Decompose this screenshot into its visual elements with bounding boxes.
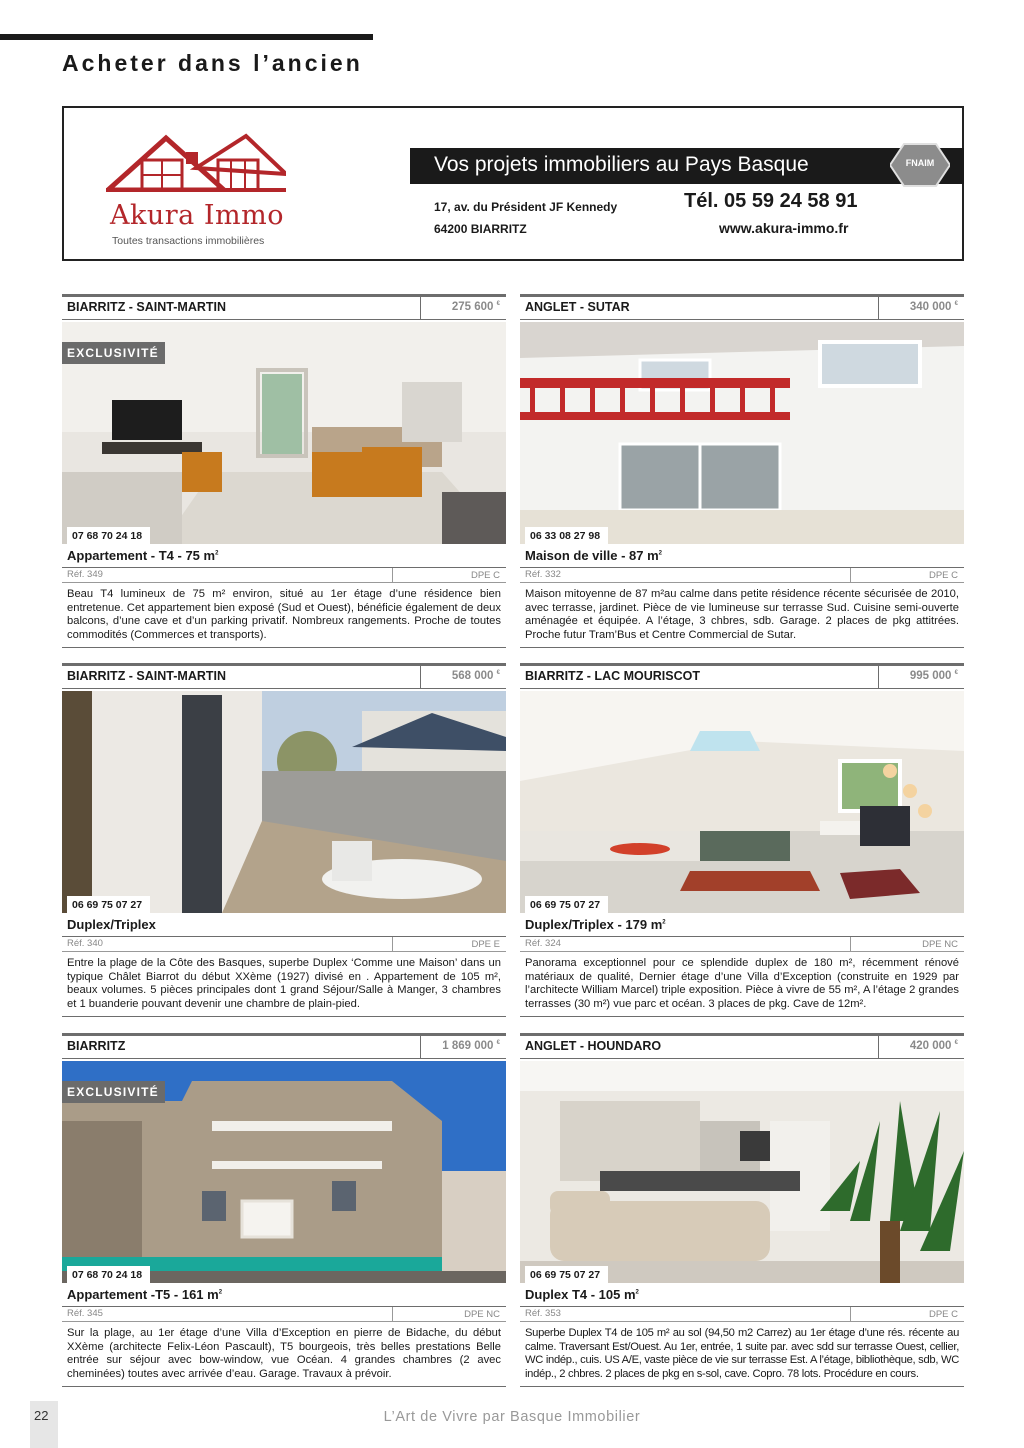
listing-contact: 06 69 75 07 27 bbox=[525, 896, 608, 913]
listing-ref: Réf. 353 bbox=[525, 1308, 561, 1319]
house-logo-icon bbox=[106, 130, 286, 192]
listing-bottom-rule bbox=[62, 647, 506, 648]
listing-dpe: DPE NC bbox=[850, 937, 964, 951]
listing-card[interactable] bbox=[62, 294, 506, 648]
exclusivity-badge: EXCLUSIVITÉ bbox=[62, 1081, 165, 1103]
listing-photo[interactable] bbox=[520, 1061, 964, 1283]
listing-dpe: DPE C bbox=[392, 568, 506, 582]
listing-ref-row bbox=[520, 937, 964, 952]
listing-contact: 06 33 08 27 98 bbox=[525, 527, 608, 544]
listing-description: Maison mitoyenne de 87 m²au calme dans petite résidence récente sécurisée de 2010, avec terrasse, jardinet. Pièce de vie lumineuse sur terrasse Sud. Cuisine semi-ouverte aménagée et équipée. A l’étage, 3 chbres, sdb. Garage. 2 places de pkg attitrées. Proche futur Tram’Bus et Centre Commercial de Sutar. bbox=[525, 588, 959, 642]
listing-location: ANGLET - SUTAR bbox=[525, 300, 630, 314]
listing-card[interactable] bbox=[520, 663, 964, 1017]
listing-ref: Réf. 340 bbox=[67, 938, 103, 949]
listing-price: 275 600 € bbox=[420, 297, 506, 319]
section-title: Acheter dans l’ancien bbox=[62, 50, 363, 76]
address-line-2: 64200 BIARRITZ bbox=[434, 222, 527, 236]
listing-contact: 07 68 70 24 18 bbox=[67, 527, 150, 544]
listing-card[interactable] bbox=[520, 1033, 964, 1387]
listing-description: Sur la plage, au 1er étage d’une Villa d’Exception en pierre de Bidache, du début XXème (architecte Felix-Léon Pascault), T5 bourgeois, très belles prestations Belle entrée sur séjour avec bow-window, vue Océan. 4 grandes chambres (2 avec cheminées) toutes avec arrivée d’eau. Garage. Travaux à prévoir. bbox=[67, 1327, 501, 1381]
listing-photo[interactable] bbox=[62, 1061, 506, 1283]
agency-name: Akura Immo bbox=[110, 200, 284, 231]
listing-dpe: DPE C bbox=[850, 568, 964, 582]
listing-photo[interactable] bbox=[62, 691, 506, 913]
listing-title: Duplex/Triplex - 179 $m^2$ bbox=[520, 917, 964, 937]
listing-location: BIARRITZ bbox=[67, 1039, 126, 1053]
listing-ref-row bbox=[520, 568, 964, 583]
listing-description: Panorama exceptionnel pour ce splendide duplex de 180 m², récemment rénové matériaux de qualité, Dernier étage d’une Villa d’Exception (construite en 1929 par l’architecte William Marcel) triple exposition. Pièce à vivre de 55 m², A l’étage 2 grandes terrasses (30 m²) vue parc et océan. 3 places de pkg. Cave de 12m². bbox=[525, 957, 959, 1011]
listing-bottom-rule bbox=[62, 1386, 506, 1387]
listing-header bbox=[62, 663, 506, 689]
listing-bottom-rule bbox=[520, 1386, 964, 1387]
listing-photo[interactable] bbox=[62, 322, 506, 544]
listing-ref-row bbox=[62, 1307, 506, 1322]
listing-price: 568 000 € bbox=[420, 666, 506, 688]
listing-contact: 06 69 75 07 27 bbox=[525, 1266, 608, 1283]
listing-ref: Réf. 349 bbox=[67, 569, 103, 580]
listing-location: BIARRITZ - SAINT-MARTIN bbox=[67, 669, 227, 683]
page-number: 22 bbox=[34, 1408, 49, 1423]
listing-price: 995 000 € bbox=[878, 666, 964, 688]
footer-text: L’Art de Vivre par Basque Immobilier bbox=[383, 1409, 641, 1425]
listing-title: Appartement -T5 - 161 $m^2$ bbox=[62, 1287, 506, 1307]
agency-address bbox=[434, 196, 617, 240]
listing-ref-row bbox=[62, 568, 506, 583]
listing-dpe: DPE NC bbox=[392, 1307, 506, 1321]
listing-location: BIARRITZ - SAINT-MARTIN bbox=[67, 300, 227, 314]
listing-card[interactable] bbox=[62, 663, 506, 1017]
listing-description: Superbe Duplex T4 de 105 m² au sol (94,50 m2 Carrez) au 1er étage d’une rés. récente au calme. Traversant Est/Ouest. Au 1er, entrée, 1 suite par. avec sdd sur terrasse Ouest, cellier, WC indép., cuis. US A/E, vaste pièce de vie sur terrasse Est. A l’étage, bibliothèque, sdb, WC indép., 2 chbres. 2 places de pkg en s-sol, cave. Copro. 78 lots. Procédure en cours. bbox=[525, 1327, 959, 1381]
listing-bottom-rule bbox=[62, 1016, 506, 1017]
address-line-1: 17, av. du Président JF Kennedy bbox=[434, 200, 618, 214]
listing-contact: 07 68 70 24 18 bbox=[67, 1266, 150, 1283]
listing-header bbox=[520, 663, 964, 689]
agency-logo bbox=[100, 130, 290, 248]
listing-header bbox=[520, 1033, 964, 1059]
terrace-photo bbox=[62, 691, 506, 913]
listing-location: ANGLET - HOUNDARO bbox=[525, 1039, 662, 1053]
agency-website[interactable]: www.akura-immo.fr bbox=[719, 220, 849, 236]
listing-header bbox=[62, 1033, 506, 1059]
agency-phone: Tél. 05 59 24 58 91 bbox=[684, 190, 858, 212]
listing-ref-row bbox=[62, 937, 506, 952]
townhouse-photo bbox=[520, 322, 964, 544]
listing-ref: Réf. 345 bbox=[67, 1308, 103, 1319]
agency-slogan: Vos projets immobiliers au Pays Basque bbox=[434, 153, 809, 176]
listing-ref: Réf. 332 bbox=[525, 569, 561, 580]
listing-card[interactable] bbox=[62, 1033, 506, 1387]
listing-price: 340 000 € bbox=[878, 297, 964, 319]
listing-title: Duplex T4 - 105 $m^2$ bbox=[520, 1287, 964, 1307]
listing-ref: Réf. 324 bbox=[525, 938, 561, 949]
top-rule bbox=[0, 34, 373, 40]
agency-banner bbox=[62, 106, 964, 261]
listing-contact: 06 69 75 07 27 bbox=[67, 896, 150, 913]
listing-photo[interactable] bbox=[520, 691, 964, 913]
listing-dpe: DPE C bbox=[850, 1307, 964, 1321]
fnaim-badge bbox=[890, 142, 950, 188]
listing-card[interactable] bbox=[520, 294, 964, 648]
listing-price: 420 000 € bbox=[878, 1036, 964, 1058]
listing-ref-row bbox=[520, 1307, 964, 1322]
listing-title: Duplex/Triplex bbox=[62, 917, 506, 937]
listing-location: BIARRITZ - LAC MOURISCOT bbox=[525, 669, 700, 683]
listing-dpe: DPE E bbox=[392, 937, 506, 951]
listing-price: 1 869 000 € bbox=[420, 1036, 506, 1058]
fnaim-label: FNAIM bbox=[905, 158, 935, 168]
listing-header bbox=[62, 294, 506, 320]
agency-tagline: Toutes transactions immobilières bbox=[112, 235, 265, 247]
listing-title: Maison de ville - 87 $m^2$ bbox=[520, 548, 964, 568]
listing-bottom-rule bbox=[520, 1016, 964, 1017]
exclusivity-badge: EXCLUSIVITÉ bbox=[62, 342, 165, 364]
listing-bottom-rule bbox=[520, 647, 964, 648]
loft-living-photo bbox=[520, 691, 964, 913]
listing-header bbox=[520, 294, 964, 320]
listing-description: Entre la plage de la Côte des Basques, superbe Duplex ‘Comme une Maison’ dans un typique Châlet Biarrot du début XXème (1927) divisé en . Appartement de 105 m², beaux volumes. 5 pièces principales dont 1 grand Séjour/Salle à Manger, 3 chambres et 1 buanderie pouvant devenir une chambre de plain-pied. bbox=[67, 957, 501, 1011]
listing-photo[interactable] bbox=[520, 322, 964, 544]
listing-description: Beau T4 lumineux de 75 m² environ, situé au 1er étage d’une résidence bien entretenue. Cet appartement bien exposé (Sud et Ouest), bénéficie également de deux balcons, d’une cave et d’un parking privatif. Nombreux rangements. Proche de toutes commodités (Commerces et transports). bbox=[67, 588, 501, 642]
open-kitchen-photo bbox=[520, 1061, 964, 1283]
slogan-bar bbox=[410, 148, 964, 184]
listing-title: Appartement - T4 - 75 $m^2$ bbox=[62, 548, 506, 568]
